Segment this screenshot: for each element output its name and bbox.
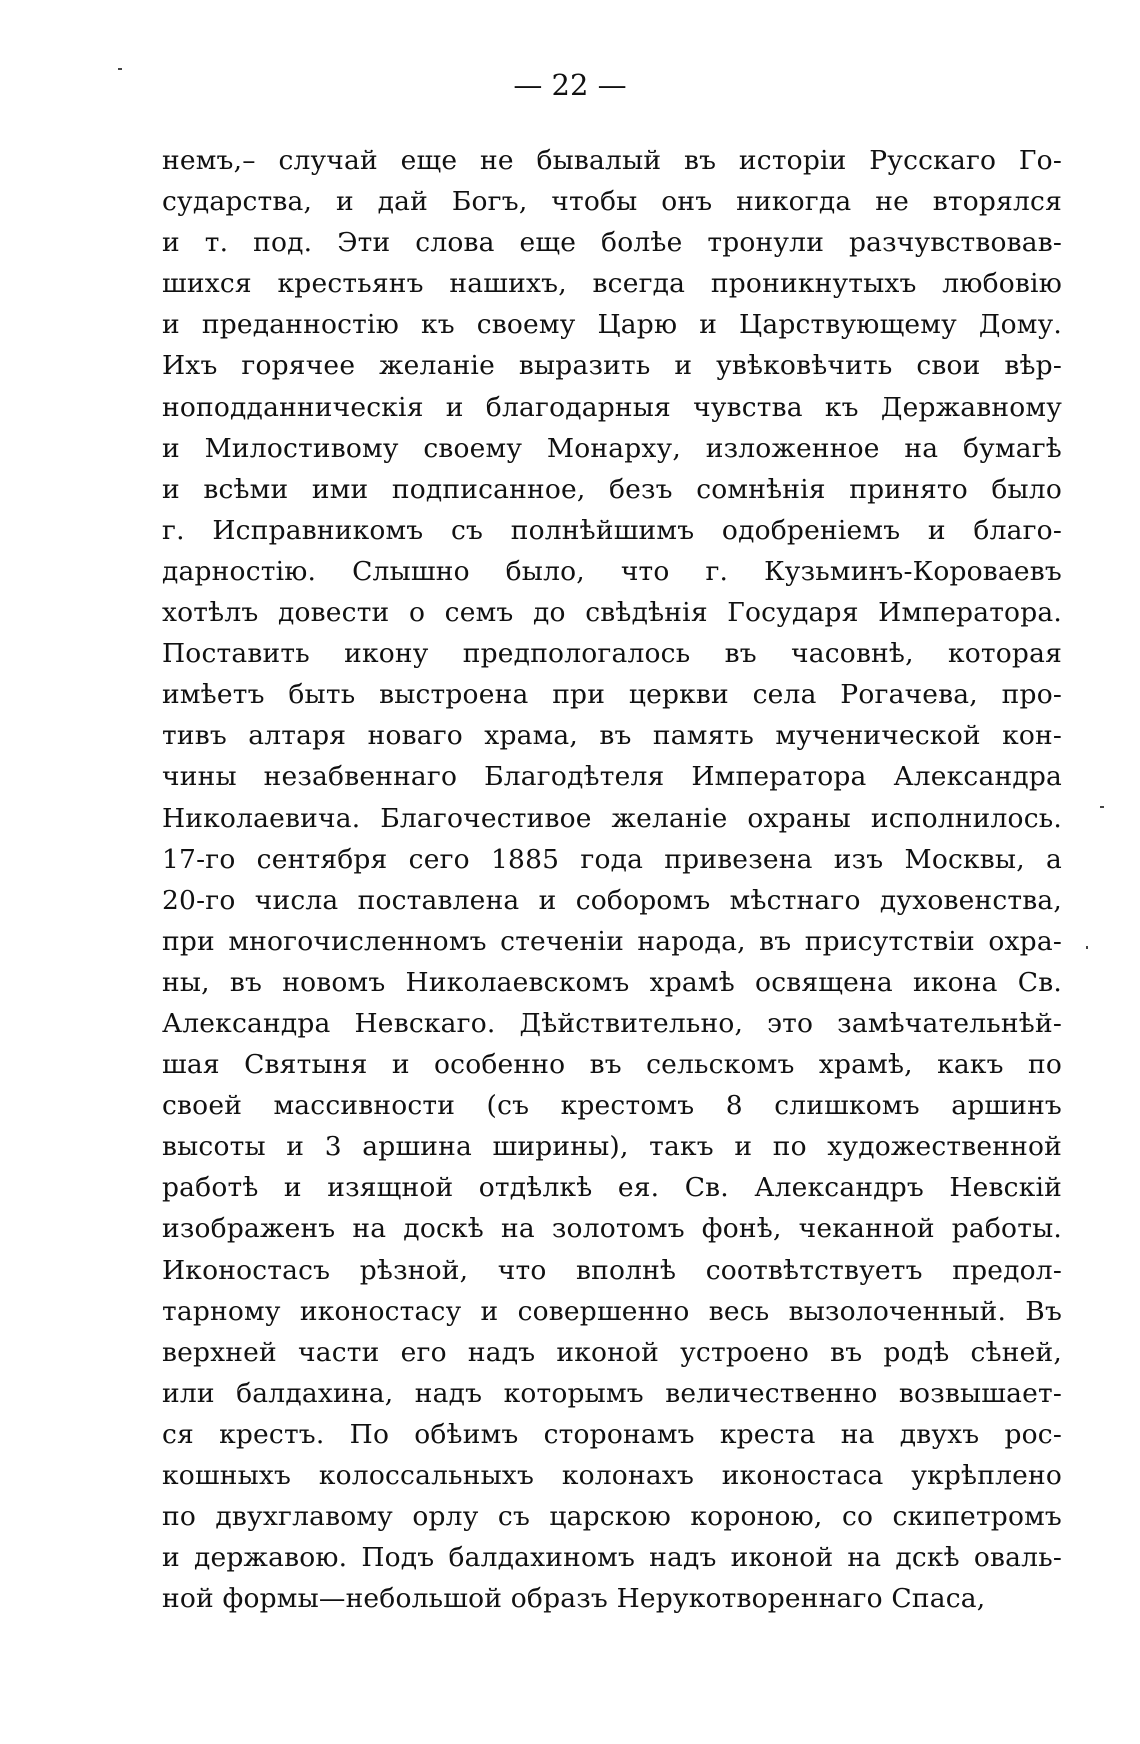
text-line: г. Исправникомъ съ полнѣйшимъ одобреніемъ и благо- (162, 514, 1062, 546)
page-number: — 22 — (513, 68, 627, 102)
text-line: и державою. Подъ балдахиномъ надъ иконой на дскѣ оваль- (162, 1542, 1062, 1574)
text-line: работѣ и изящной отдѣлкѣ ея. Св. Александръ Невскій (162, 1172, 1062, 1204)
text-line: дарностію. Слышно было, что г. Кузьминъ-Короваевъ (162, 555, 1062, 587)
body-text (162, 140, 1062, 1619)
text-line: ся крестъ. По обѣимъ сторонамъ креста на двухъ рос- (162, 1418, 1062, 1450)
text-line: сударства, и дай Богъ, чтобы онъ никогда не вторялся (162, 186, 1062, 218)
text-line: шая Святыня и особенно въ сельскомъ храмѣ, какъ по (162, 1049, 1062, 1081)
text-line: 20-го числа поставлена и соборомъ мѣстнаго духовенства, (162, 884, 1062, 916)
text-line: шихся крестьянъ нашихъ, всегда проникнутыхъ любовію (162, 268, 1062, 300)
text-line: своей массивности (съ крестомъ 8 слишкомъ аршинъ (162, 1090, 1062, 1122)
text-line: хотѣлъ довести о семъ до свѣдѣнія Государя Императора. (162, 597, 1062, 629)
text-line: чины незабвеннаго Благодѣтеля Императора Александра (162, 761, 1062, 793)
text-line: и Милостивому своему Монарху, изложенное на бумагѣ (162, 432, 1062, 464)
text-line: тивъ алтаря новаго храма, въ память мученической кон- (162, 720, 1062, 752)
text-line: Иконостасъ рѣзной, что вполнѣ соотвѣтствуетъ предол- (162, 1254, 1062, 1286)
text-line: Поставить икону предпологалось въ часовнѣ, которая (162, 638, 1062, 670)
text-line: верхней части его надъ иконой устроено въ родѣ сѣней, (162, 1336, 1062, 1368)
text-line: при многочисленномъ стеченіи народа, въ присутствіи охра- (162, 925, 1062, 957)
text-line: ны, въ новомъ Николаевскомъ храмѣ освящена икона Св. (162, 966, 1062, 998)
text-line: Николаевича. Благочестивое желаніе охраны исполнилось. (162, 802, 1062, 834)
text-line: кошныхъ колоссальныхъ колонахъ иконостаса укрѣплено (162, 1460, 1062, 1491)
text-line: и преданностію къ своему Царю и Царствующему Дому. (162, 309, 1062, 341)
text-line: ной формы—небольшой образъ Нерукотвореннаго Спаса, (162, 1583, 986, 1615)
text-line: и т. под. Эти слова еще болѣе тронули разчувствовав- (162, 227, 1062, 259)
scan-speck (1100, 806, 1104, 808)
text-line: высоты и 3 аршина ширины), такъ и по художественной (162, 1131, 1062, 1163)
text-line: немъ,– случай еще не бывалый въ исторіи Русскаго Го- (162, 145, 1062, 176)
scan-speck (1086, 946, 1088, 949)
text-line: тарному иконостасу и совершенно весь вызолоченный. Въ (162, 1295, 1062, 1327)
text-line: 17-го сентября сего 1885 года привезена изъ Москвы, а (162, 843, 1062, 875)
text-line: изображенъ на доскѣ на золотомъ фонѣ, чеканной работы. (162, 1213, 1062, 1245)
text-line: и всѣми ими подписанное, безъ сомнѣнія принято было (162, 473, 1062, 505)
text-line: Александра Невскаго. Дѣйствительно, это замѣчательнѣй- (162, 1007, 1062, 1039)
text-line: ноподданническія и благодарныя чувства къ Державному (162, 391, 1062, 423)
text-line: по двухглавому орлу съ царскою короною, со скипетромъ (162, 1501, 1062, 1533)
text-line: имѣетъ быть выстроена при церкви села Рогачева, про- (162, 679, 1062, 711)
text-line: или балдахина, надъ которымъ величественно возвышает- (162, 1377, 1062, 1409)
text-line: Ихъ горячее желаніе выразить и увѣковѣчить свои вѣр- (162, 350, 1062, 382)
